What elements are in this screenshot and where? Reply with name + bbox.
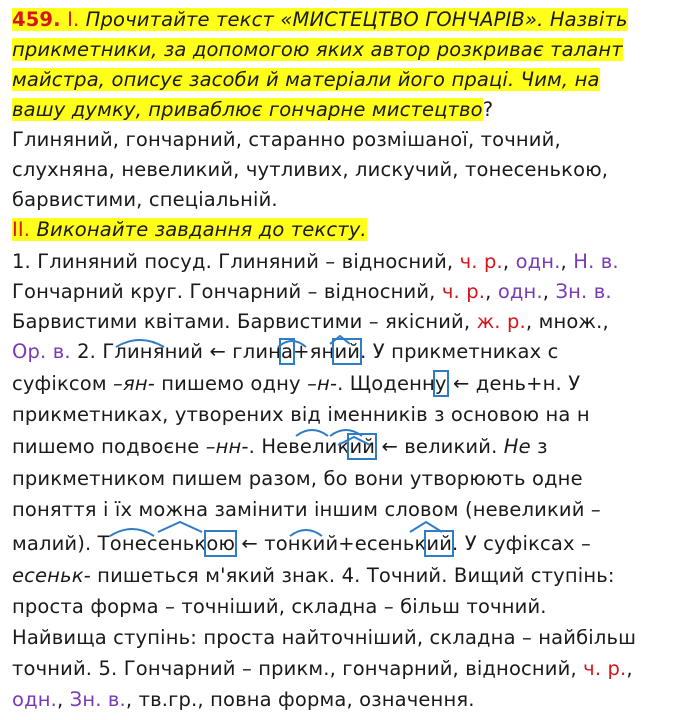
- answer-line-22: [12, 657, 687, 681]
- text-segment: , тв.гр., повна форма, означення.: [125, 688, 475, 711]
- text-segment: прикметниках, утворених від іменників з основою на н: [12, 403, 590, 426]
- answer-line-11: [12, 310, 687, 334]
- text-segment: поняття і їх можна замінити іншим словом (невеликий –: [12, 498, 601, 521]
- suffix-segment: ян: [309, 340, 335, 363]
- ending-box: ою: [206, 532, 236, 555]
- answer-line-13: [12, 372, 687, 396]
- gender-label: ч. р.: [459, 250, 503, 273]
- gender-label: ж. р.: [476, 310, 526, 333]
- text-segment: пишеться м'який знак. 4. Точний. Вищий ступінь:: [90, 564, 615, 587]
- task1-text-1: Прочитайте текст «МИСТЕЦТВО ГОНЧАРІВ». Назвіть: [79, 8, 628, 31]
- text-segment: суфіксом: [12, 372, 114, 395]
- task1-line-2: [12, 38, 687, 62]
- number-label: одн.: [12, 688, 57, 711]
- exercise-number: 459.: [12, 8, 61, 31]
- text-segment: проста форма – точніший, складна – більш точний.: [12, 595, 547, 618]
- case-label: Зн. в.: [69, 688, 126, 711]
- task1-roman: І.: [67, 8, 80, 31]
- gender-label: ч. р.: [441, 280, 486, 303]
- ending-box: у: [434, 372, 447, 395]
- text-segment: Гончарний круг. Гончарний – відносний,: [12, 280, 442, 303]
- text-segment: ,: [485, 280, 498, 303]
- answer-line-14: [12, 403, 687, 427]
- task1-text-4: вашу думку, приваблює гончарне мистецтво: [12, 98, 483, 121]
- case-label: Н. в.: [573, 250, 619, 273]
- task2-text: Виконайте завдання до тексту.: [30, 218, 367, 241]
- gender-label: ч. р.: [583, 657, 627, 680]
- answer1-line-1: Глиняний, гончарний, старанно розмішаної, точний,: [12, 128, 561, 151]
- answer-line-17: [12, 498, 687, 522]
- answer-line-10: [12, 280, 687, 304]
- suffix-cap-mark: [158, 522, 202, 532]
- text-segment: . У прикметниках с: [360, 340, 559, 363]
- text-segment: ,: [56, 688, 70, 711]
- text-segment: , множ.,: [525, 310, 609, 333]
- answer1-line-3: барвистими, спеціальній.: [12, 188, 278, 211]
- task1-line-1: [12, 8, 687, 32]
- answer-line-19: [12, 564, 687, 588]
- text-segment: . Щоденн: [337, 372, 435, 395]
- suffix-term: –нн-: [205, 435, 249, 458]
- text-segment: 2. Глиняний ← глин: [70, 340, 282, 363]
- text-segment: прикметником пишем разом, бо вони утворюють одне: [12, 467, 583, 490]
- text-segment: . У суфіксах –: [452, 532, 591, 555]
- answer1-line-2: слухняна, невеликий, чутливих, лискучий, тонесенькою,: [12, 158, 609, 181]
- task1-line-3: [12, 68, 687, 92]
- answer-line-23: [12, 688, 687, 712]
- suffix-term: есеньк-: [12, 564, 91, 587]
- number-label: одн.: [515, 250, 561, 273]
- answer-line-9: [12, 250, 687, 274]
- particle-term: Не: [503, 435, 531, 458]
- task1-line-4: [12, 98, 687, 122]
- text-segment: малий). Тонесеньк: [12, 532, 207, 555]
- text-segment: 1. Глиняний посуд. Глиняний – відносний,: [12, 250, 460, 273]
- text-segment: ,: [502, 250, 516, 273]
- text-segment: пишемо подвоєне: [12, 435, 206, 458]
- text-segment: Найвища ступінь: проста найточніший, складна – найбільш: [12, 626, 637, 649]
- text-segment: ,: [560, 250, 574, 273]
- text-segment: . Невелик: [248, 435, 350, 458]
- text-segment: ,: [542, 280, 556, 303]
- ending-box: ий: [349, 435, 376, 458]
- task1-question-mark: ?: [482, 98, 494, 121]
- text-segment: точний. 5. Гончарний – прикм., гончарний, відносний,: [12, 657, 584, 680]
- suffix-term: –н-: [307, 372, 338, 395]
- suffix-term: –ян-: [113, 372, 155, 395]
- task1-text-2: прикметники, за допомогою яких автор розкриває талант: [12, 38, 623, 61]
- ending-box: а: [281, 340, 294, 363]
- answer-line-15: [12, 435, 687, 459]
- text-segment: Барвистими квітами. Барвистими – якісний,: [12, 310, 477, 333]
- answer-line-21: [12, 626, 687, 650]
- task2-line: [12, 218, 687, 242]
- text-segment: ← тонкий+есеньк: [235, 532, 427, 555]
- text-segment: пишемо одну: [154, 372, 308, 395]
- answer-line-16: [12, 467, 687, 491]
- case-label: Зн. в.: [555, 280, 612, 303]
- suffix-cap-mark: [410, 522, 442, 532]
- ending-box: ий: [426, 532, 453, 555]
- number-label: одн.: [497, 280, 543, 303]
- text-segment: ← день+н. У: [446, 372, 581, 395]
- task2-roman: ІІ.: [12, 218, 31, 241]
- ending-box: ий: [334, 340, 361, 363]
- answer-line-18: [12, 532, 687, 556]
- answer-line-20: [12, 595, 687, 619]
- task1-text-3: майстра, описує засоби й матеріали його праці. Чим, на: [12, 68, 600, 91]
- answer-line-12: [12, 340, 687, 364]
- text-segment: з: [530, 435, 548, 458]
- text-segment: +: [293, 340, 310, 363]
- case-label: Ор. в.: [12, 340, 71, 363]
- text-segment: ← великий.: [375, 435, 504, 458]
- text-segment: ,: [626, 657, 633, 680]
